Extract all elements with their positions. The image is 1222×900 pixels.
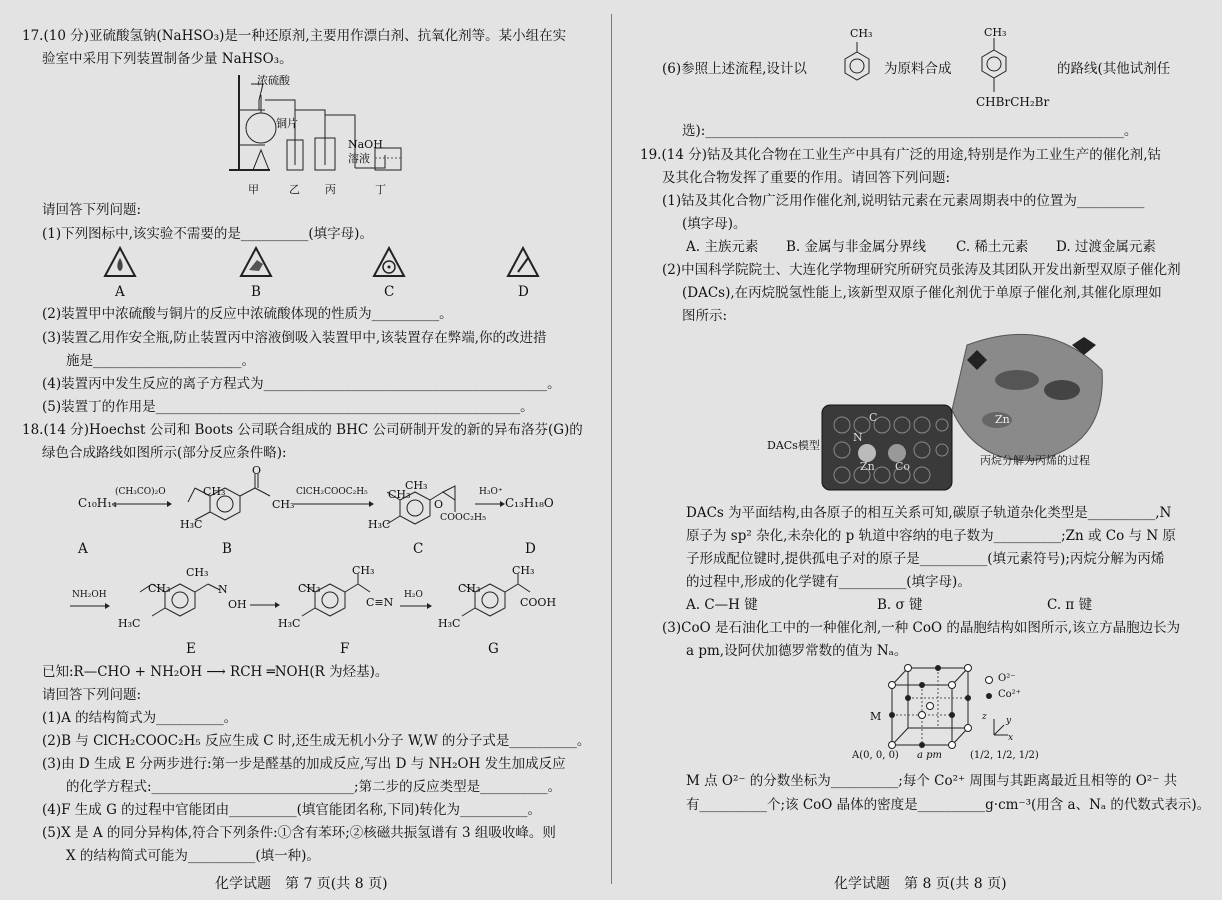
q18-part5: (5)X 是 A 的同分异构体,符合下列条件:①含有苯环;②核磁共振氢谱有 3 组吸收峰。则 xyxy=(42,825,556,841)
q17-part2: (2)装置甲中浓硫酸与铜片的反应中浓硫酸体现的性质为__________。 xyxy=(42,306,453,322)
page-footer-left: 化学试题 第 7 页(共 8 页) xyxy=(215,876,388,892)
f-h3c: H₃C xyxy=(278,617,301,630)
f-ch3-top: CH₃ xyxy=(352,564,375,577)
q18-part6: (6)参照上述流程,设计以 xyxy=(662,61,807,77)
q18-stem: 18.(14 分)Hoechst 公司和 Boots 公司联合组成的 BHC 公司研制开发的新的异布洛芬(G)的 xyxy=(22,422,583,438)
q19-part2-text1: DACs 为平面结构,由各原子的相互关系可知,碳原子轨道杂化类型是__________,N xyxy=(686,505,1172,521)
q17-part3: (3)装置乙用作安全瓶,防止装置丙中溶液倒吸入装置甲中,该装置存在弊端,你的改进措 xyxy=(42,330,547,346)
q19-option-b: B. 金属与非金属分界线 xyxy=(786,239,927,255)
q18-part2: (2)B 与 ClCH₂COOC₂H₅ 反应生成 C 时,还生成无机小分子 W,W 的分子式是__________。 xyxy=(42,733,591,749)
scheme-label-a: A xyxy=(78,541,88,557)
q19-option-d: D. 过渡金属元素 xyxy=(1056,239,1156,255)
label-copper: 铜片 xyxy=(276,117,298,130)
q19-stem-cont: 及其化合物发挥了重要的作用。请回答下列问题: xyxy=(662,170,951,186)
label-yi: 乙 xyxy=(289,183,300,196)
g-h3c: H₃C xyxy=(438,617,461,630)
hand-wash-icon xyxy=(239,246,273,278)
product-side-chain: CHBrCH₂Br xyxy=(976,95,1050,109)
scheme-label-e: E xyxy=(186,641,196,657)
q19-part2-text2: 原子为 sp² 杂化,未杂化的 p 轨道中容纳的电子数为__________;Zn 或 Co 与 N 原 xyxy=(686,528,1176,544)
c-ch3-left: CH₃ xyxy=(388,488,411,501)
scheme-label-f: F xyxy=(340,641,350,657)
c-ch3-top: CH₃ xyxy=(405,479,428,492)
q19-part3-text1: M 点 O²⁻ 的分数坐标为__________;每个 Co²⁺ 周围与其距离最近且相等的 O²⁻ 共 xyxy=(686,773,1178,789)
g-ch3-top: CH₃ xyxy=(512,564,535,577)
e-n: N xyxy=(218,583,228,596)
compound-a-formula: C₁₀H₁₄ xyxy=(78,496,117,510)
q19-part1-cont: (填字母)。 xyxy=(682,216,747,232)
q17-prompt: 请回答下列问题: xyxy=(42,202,142,218)
atom-zn-label: Zn xyxy=(860,460,875,473)
q18-part3: (3)由 D 生成 E 分两步进行:第一步是醛基的加成反应,写出 D 与 NH₂OH 发生加成反应 xyxy=(42,756,566,772)
icon-label-d: D xyxy=(518,284,529,300)
q18-known: 已知:R—CHO + NH₂OH ⟶ RCH ═NOH(R 为烃基)。 xyxy=(42,664,389,680)
g-cooh: COOH xyxy=(520,596,557,609)
fan-exhaust-icon xyxy=(372,246,406,278)
page-footer-right: 化学试题 第 8 页(共 8 页) xyxy=(834,876,1007,892)
q19-part3-text2: 有__________个;该 CoO 晶体的密度是__________g·cm⁻³(用含 a、Nₐ 的代数式表示)。 xyxy=(686,797,1211,813)
scheme-label-d: D xyxy=(525,541,536,557)
f-nitrile: C≡N xyxy=(366,596,394,609)
label-bing: 丙 xyxy=(325,183,336,196)
scheme-label-g: G xyxy=(488,641,499,657)
dacs-model-label: DACs模型 xyxy=(767,439,820,452)
reagent-2: ClCH₂COOC₂H₅ xyxy=(296,487,368,497)
arrow-6 xyxy=(400,601,432,611)
legend-markers xyxy=(984,675,996,705)
q18-part1: (1)A 的结构简式为__________。 xyxy=(42,710,238,726)
q18-prompt: 请回答下列问题: xyxy=(42,687,142,703)
q19-option-c: C. 稀土元素 xyxy=(956,239,1029,255)
b-carbonyl-o: O xyxy=(252,464,262,477)
q17-stem-cont: 验室中采用下列装置制备少量 NaHSO₃。 xyxy=(42,51,293,67)
reagent-4: NH₂OH xyxy=(72,590,107,600)
reagent-3: H₃O⁺ xyxy=(479,487,503,497)
right-page xyxy=(612,0,1222,900)
g-ch3-left: CH₃ xyxy=(458,582,481,595)
q18-part4: (4)F 生成 G 的过程中官能团由__________(填官能团名称,下同)转化为__________。 xyxy=(42,802,541,818)
arrow-2 xyxy=(294,499,374,509)
process-label: 丙烷分解为丙烯的过程 xyxy=(980,454,1090,467)
q17-stem: 17.(10 分)亚硫酸氢钠(NaHSO₃)是一种还原剂,主要用作漂白剂、抗氧化剂等。某小组在实 xyxy=(22,28,567,44)
c-epoxide-o: O xyxy=(434,498,444,511)
icon-label-b: B xyxy=(251,284,261,300)
edge-length-label: a pm xyxy=(917,750,943,761)
arrow-5 xyxy=(250,600,280,610)
atom-c-label: C xyxy=(869,411,878,424)
toluene-ch3: CH₃ xyxy=(850,27,873,40)
atom-n-label: N xyxy=(853,431,863,444)
legend-o: O²⁻ xyxy=(998,673,1016,684)
axis-x-label: x xyxy=(1008,733,1014,743)
q17-part5: (5)装置丁的作用是______________________________________________________。 xyxy=(42,399,534,415)
q19-part2-cont: (DACs),在丙烷脱氢性能上,该新型双原子催化剂优于单原子催化剂,其催化原理如 xyxy=(682,285,1162,301)
reagent-1: (CH₃CO)₂O xyxy=(115,487,166,497)
axis-y-label: y xyxy=(1006,716,1012,726)
c-ester: COOC₂H₅ xyxy=(440,512,487,523)
q19-part3: (3)CoO 是石油化工中的一种催化剂,一种 CoO 的晶胞结构如图所示,该立方晶胞边长为 xyxy=(662,620,1181,636)
q19-part2: (2)中国科学院院士、大连化学物理研究所研究员张涛及其团队开发出新型双原子催化剂 xyxy=(662,262,1181,278)
axis-z-label: z xyxy=(982,712,987,722)
label-solution: 溶液 xyxy=(348,152,370,165)
q18-part6-line2: 选):______________________________________________________________。 xyxy=(682,123,1138,139)
q19-option-a: A. 主族元素 xyxy=(686,239,759,255)
f-ch3-left: CH₃ xyxy=(298,582,321,595)
q18-part3-cont: 的化学方程式:______________________________;第二步的反应类型是__________。 xyxy=(66,779,562,795)
arrow-1 xyxy=(112,499,172,509)
q19-part3-cont: a pm,设阿伏加德罗常数的值为 Nₐ。 xyxy=(686,643,908,659)
b-ch3-top: CH₃ xyxy=(203,485,226,498)
q19-part2-option-b: B. σ 键 xyxy=(877,597,923,613)
hazard-flame-icon xyxy=(103,246,137,278)
q17-part4: (4)装置丙中发生反应的离子方程式为__________________________________________。 xyxy=(42,376,561,392)
q18-part6-mid: 为原料合成 xyxy=(884,61,952,77)
q19-part2-text4: 的过程中,形成的化学键有__________(填字母)。 xyxy=(686,574,971,590)
coo-unit-cell xyxy=(884,660,974,755)
e-ch3-left: CH₃ xyxy=(148,582,171,595)
e-oh: OH xyxy=(228,598,247,611)
q18-part6-end: 的路线(其他试剂任 xyxy=(1057,61,1171,77)
c-h3c: H₃C xyxy=(368,518,391,531)
q19-part2-option-a: A. C—H 键 xyxy=(686,597,758,613)
compound-d-formula: C₁₃H₁₈O xyxy=(505,496,554,510)
scheme-label-c: C xyxy=(413,541,424,557)
arrow-3 xyxy=(475,499,505,509)
label-acid: 浓硫酸 xyxy=(257,74,290,87)
product-ch3: CH₃ xyxy=(984,26,1007,39)
icon-label-c: C xyxy=(384,284,395,300)
reagent-5: H₂O xyxy=(404,590,423,600)
center-coord-label: (1/2, 1/2, 1/2) xyxy=(970,750,1039,761)
q19-part1: (1)钴及其化合物广泛用作催化剂,说明钴元素在元素周期表中的位置为__________ xyxy=(662,193,1145,209)
atom-co-label: Co xyxy=(895,460,911,473)
q18-part5-cont: X 的结构简式可能为__________(填一种)。 xyxy=(66,848,320,864)
label-ding: 丁 xyxy=(375,183,386,196)
q17-part1: (1)下列图标中,该实验不需要的是__________(填字母)。 xyxy=(42,226,373,242)
point-a-label: A(0, 0, 0) xyxy=(852,750,899,761)
q18-stem-cont: 绿色合成路线如图所示(部分反应条件略): xyxy=(42,445,287,461)
icon-label-a: A xyxy=(115,284,125,300)
toluene-structure xyxy=(837,40,877,90)
zn-bubble-label: Zn xyxy=(995,413,1010,426)
arrow-4 xyxy=(70,601,110,611)
legend-co: Co²⁺ xyxy=(998,689,1021,700)
label-jia: 甲 xyxy=(248,183,259,196)
q19-part2-option-c: C. π 键 xyxy=(1047,597,1093,613)
q19-part2-cont2: 图所示: xyxy=(682,308,728,324)
q19-stem: 19.(14 分)钴及其化合物在工业生产中具有广泛的用途,特别是作为工业生产的催化剂,钴 xyxy=(640,147,1162,163)
b-ch3-right: CH₃ xyxy=(272,498,295,511)
e-ch3-top: CH₃ xyxy=(186,566,209,579)
q19-part2-text3: 子形成配位键时,提供孤电子对的原子是__________(填元素符号);丙烷分解为丙烯 xyxy=(686,551,1165,567)
scheme-label-b: B xyxy=(222,541,232,557)
sharp-object-icon xyxy=(506,246,540,278)
label-naoh: NaOH xyxy=(348,138,383,151)
e-h3c: H₃C xyxy=(118,617,141,630)
b-h3c: H₃C xyxy=(180,518,203,531)
q17-part3-cont: 施是______________________。 xyxy=(66,353,255,369)
point-m-label: M xyxy=(870,710,882,723)
apparatus-diagram xyxy=(225,70,405,195)
